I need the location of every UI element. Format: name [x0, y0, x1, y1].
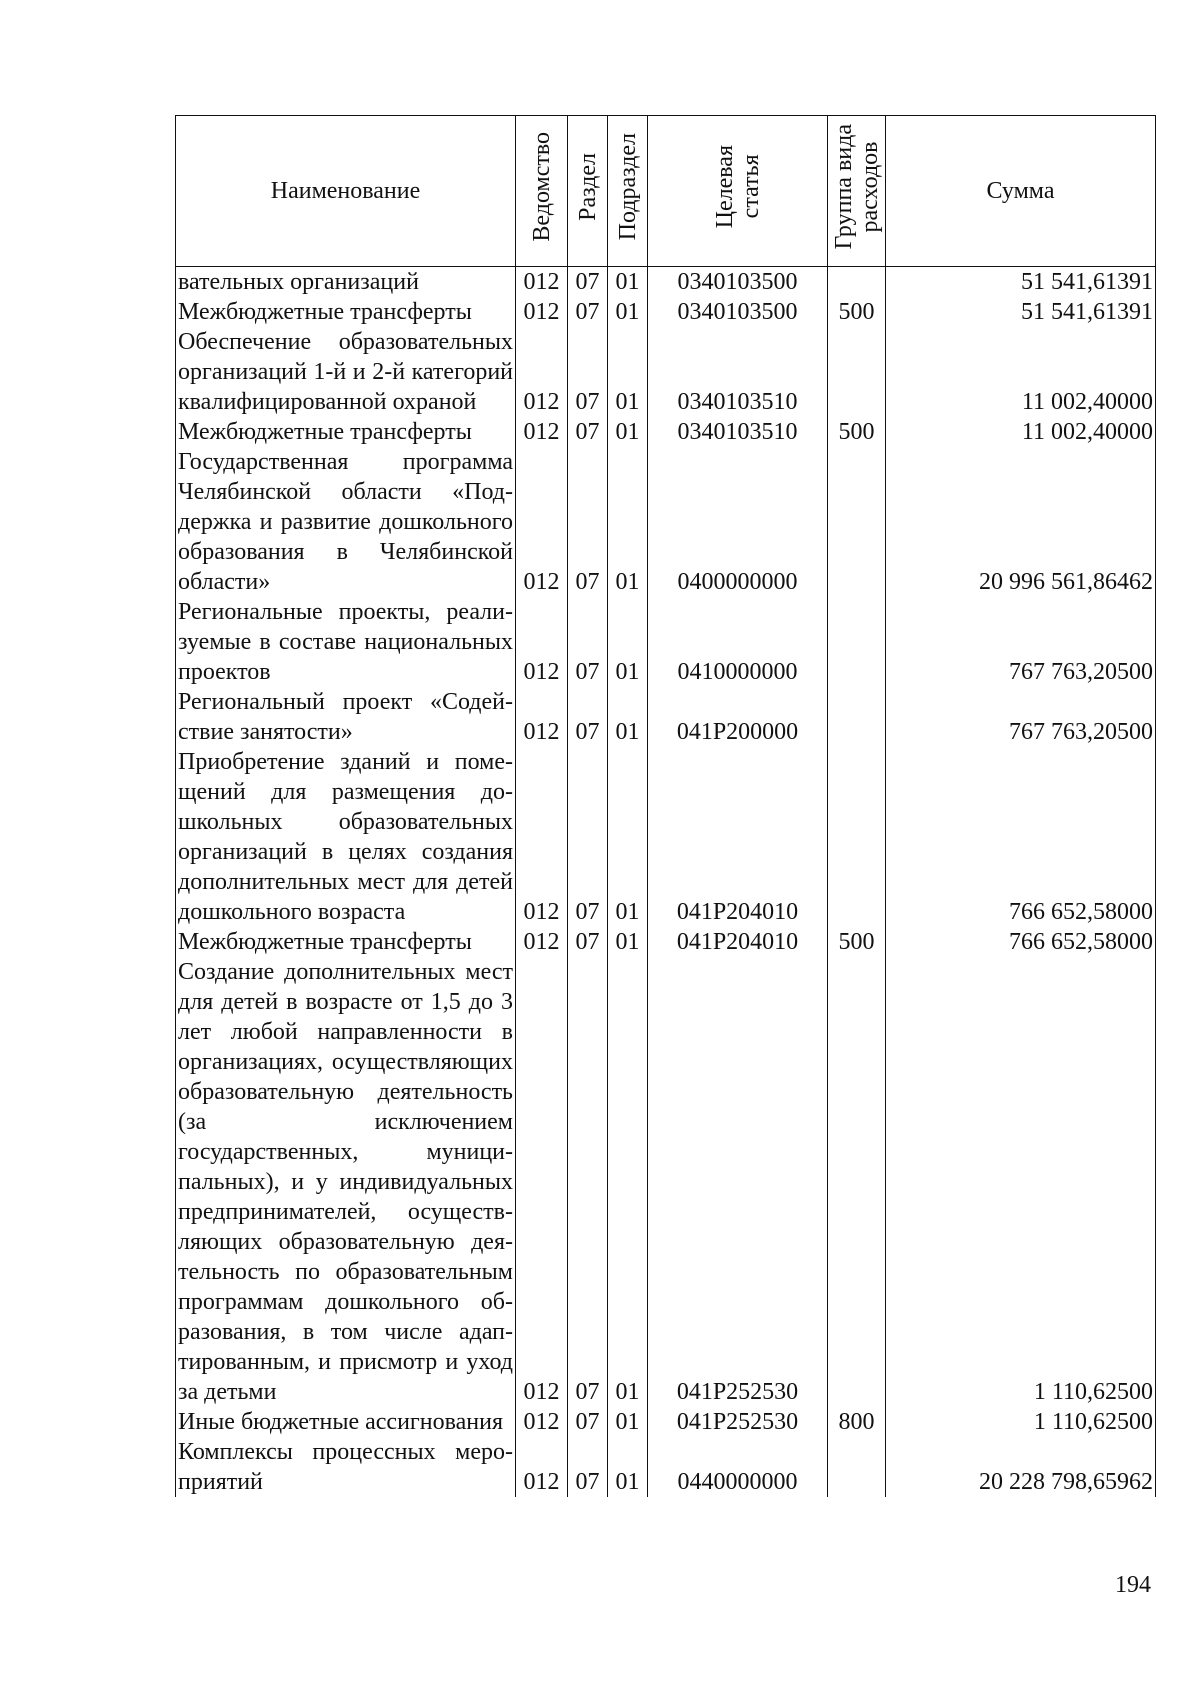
cell-target: 0440000000	[648, 1437, 828, 1497]
table-row	[176, 747, 1156, 927]
cell-sum: 767 763,20500	[886, 597, 1156, 687]
cell-sum: 11 002,40000	[886, 327, 1156, 417]
cell-group	[828, 267, 886, 298]
header-target: Целевая статья	[648, 116, 828, 267]
cell-name: Межбюджетные трансферты	[176, 297, 516, 327]
table-row	[176, 927, 1156, 957]
table-row	[176, 267, 1156, 298]
cell-subsection: 01	[608, 1437, 648, 1497]
cell-group: 500	[828, 927, 886, 957]
table-row	[176, 327, 1156, 417]
cell-subsection: 01	[608, 327, 648, 417]
cell-subsection: 01	[608, 957, 648, 1407]
cell-sum: 51 541,61391	[886, 267, 1156, 298]
cell-section: 07	[568, 927, 608, 957]
cell-subsection: 01	[608, 447, 648, 597]
cell-dept: 012	[516, 327, 568, 417]
table-row	[176, 1407, 1156, 1437]
cell-target: 041P252530	[648, 1407, 828, 1437]
cell-target: 041P200000	[648, 687, 828, 747]
cell-dept: 012	[516, 597, 568, 687]
cell-group: 800	[828, 1407, 886, 1437]
table-row	[176, 1437, 1156, 1497]
cell-name: Иные бюджетные ассигнования	[176, 1407, 516, 1437]
cell-name: вательных организаций	[176, 267, 516, 298]
cell-name: Региональный проект «Содействие занятости»	[176, 687, 516, 747]
cell-group: 500	[828, 417, 886, 447]
cell-section: 07	[568, 957, 608, 1407]
table-row	[176, 597, 1156, 687]
cell-subsection: 01	[608, 417, 648, 447]
cell-name: Обеспечение образовательных организаций 1-й и 2-й категорий квалифицированной охраной	[176, 327, 516, 417]
cell-dept: 012	[516, 1407, 568, 1437]
cell-name: Создание дополнительных мест для детей в возрасте от 1,5 до 3 лет любой направленности в организациях, осуществляющих образовательную деятельность (за исключением государственных, муниципальных), и у индивидуальных предпринимателей, осуществляющих образовательную деятельность по образовательным программам дошкольного образования, в том числе адаптированным, и присмотр и уход за детьми	[176, 957, 516, 1407]
cell-subsection: 01	[608, 687, 648, 747]
cell-name: Государственная программа Челябинской области «Поддержка и развитие дошкольного образования в Челябинской области»	[176, 447, 516, 597]
budget-table	[175, 115, 1156, 1497]
cell-target: 041P204010	[648, 747, 828, 927]
cell-name: Межбюджетные трансферты	[176, 417, 516, 447]
cell-dept: 012	[516, 957, 568, 1407]
table-row	[176, 957, 1156, 1407]
cell-dept: 012	[516, 747, 568, 927]
cell-sum: 1 110,62500	[886, 957, 1156, 1407]
cell-section: 07	[568, 297, 608, 327]
cell-target: 0340103510	[648, 417, 828, 447]
cell-dept: 012	[516, 267, 568, 298]
table-row	[176, 447, 1156, 597]
cell-name: Региональные проекты, реализуемые в составе национальных проектов	[176, 597, 516, 687]
cell-section: 07	[568, 267, 608, 298]
page-number: 194	[1115, 1572, 1151, 1598]
cell-target: 0340103500	[648, 267, 828, 298]
table-row	[176, 417, 1156, 447]
cell-section: 07	[568, 327, 608, 417]
cell-name: Приобретение зданий и помещений для размещения дошкольных образовательных организаций в целях создания дополнительных мест для детей дошкольного возраста	[176, 747, 516, 927]
cell-dept: 012	[516, 297, 568, 327]
cell-subsection: 01	[608, 297, 648, 327]
cell-dept: 012	[516, 447, 568, 597]
cell-group	[828, 597, 886, 687]
cell-target: 0400000000	[648, 447, 828, 597]
cell-section: 07	[568, 1437, 608, 1497]
cell-target: 041P204010	[648, 927, 828, 957]
cell-sum: 20 996 561,86462	[886, 447, 1156, 597]
cell-group	[828, 957, 886, 1407]
cell-sum: 766 652,58000	[886, 927, 1156, 957]
cell-group	[828, 447, 886, 597]
cell-group	[828, 327, 886, 417]
cell-dept: 012	[516, 927, 568, 957]
cell-target: 041P252530	[648, 957, 828, 1407]
header-name: Наименование	[176, 116, 516, 267]
cell-subsection: 01	[608, 1407, 648, 1437]
cell-sum: 11 002,40000	[886, 417, 1156, 447]
header-subsection: Подраздел	[608, 116, 648, 267]
cell-sum: 20 228 798,65962	[886, 1437, 1156, 1497]
table-row	[176, 297, 1156, 327]
cell-dept: 012	[516, 1437, 568, 1497]
header-sum: Сумма	[886, 116, 1156, 267]
cell-section: 07	[568, 597, 608, 687]
header-dept: Ведомство	[516, 116, 568, 267]
cell-subsection: 01	[608, 927, 648, 957]
cell-section: 07	[568, 417, 608, 447]
header-section: Раздел	[568, 116, 608, 267]
cell-sum: 766 652,58000	[886, 747, 1156, 927]
cell-subsection: 01	[608, 267, 648, 298]
cell-dept: 012	[516, 417, 568, 447]
cell-section: 07	[568, 687, 608, 747]
cell-sum: 1 110,62500	[886, 1407, 1156, 1437]
cell-name: Межбюджетные трансферты	[176, 927, 516, 957]
table-row	[176, 687, 1156, 747]
cell-sum: 767 763,20500	[886, 687, 1156, 747]
cell-target: 0340103500	[648, 297, 828, 327]
cell-subsection: 01	[608, 597, 648, 687]
cell-section: 07	[568, 747, 608, 927]
cell-target: 0410000000	[648, 597, 828, 687]
cell-group: 500	[828, 297, 886, 327]
cell-target: 0340103510	[648, 327, 828, 417]
cell-sum: 51 541,61391	[886, 297, 1156, 327]
cell-section: 07	[568, 1407, 608, 1437]
cell-group	[828, 687, 886, 747]
cell-name: Комплексы процессных мероприятий	[176, 1437, 516, 1497]
table-header-row	[176, 116, 1156, 267]
cell-group	[828, 747, 886, 927]
cell-subsection: 01	[608, 747, 648, 927]
header-group: Группа вида расходов	[828, 116, 886, 267]
cell-group	[828, 1437, 886, 1497]
cell-dept: 012	[516, 687, 568, 747]
cell-section: 07	[568, 447, 608, 597]
